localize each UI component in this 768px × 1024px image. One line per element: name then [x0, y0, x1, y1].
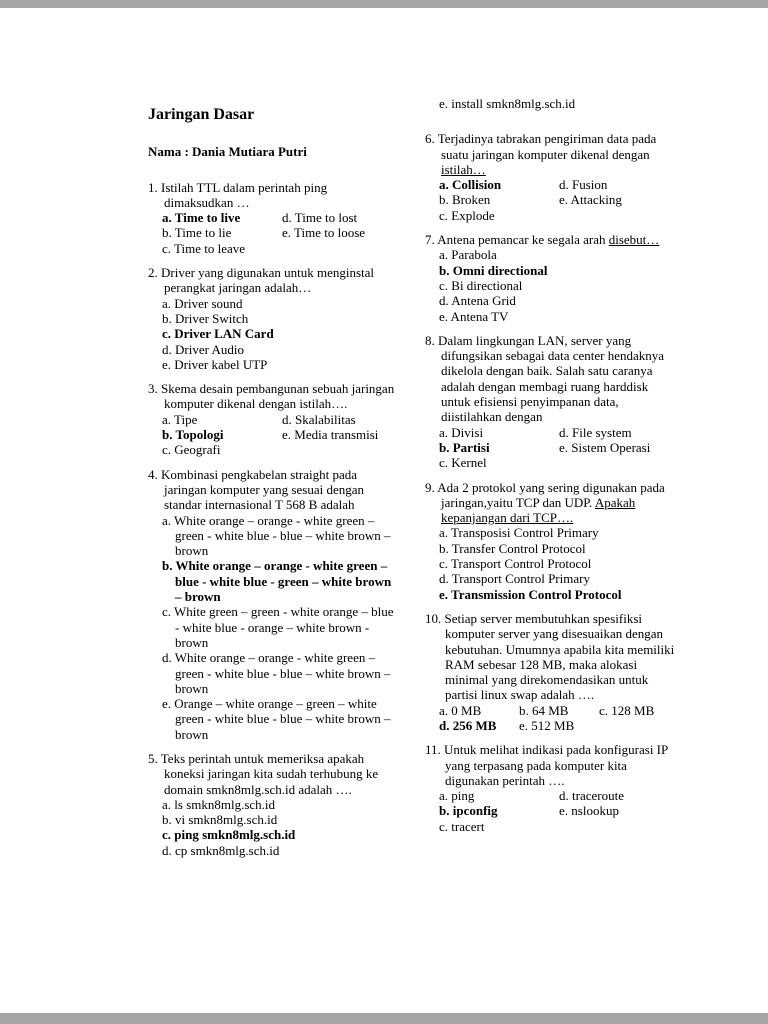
- question-text-segment: Terjadinya tabrakan pengiriman data pada suatu jaringan komputer dikenal dengan: [437, 131, 657, 162]
- option-d: d. Transport Control Primary: [439, 571, 590, 587]
- option-row: [439, 556, 679, 571]
- option-a: a. ping: [439, 788, 475, 804]
- option-d: d. Skalabilitas: [282, 411, 356, 427]
- option-row: [439, 208, 679, 223]
- column-left: [148, 107, 396, 858]
- question-text-segment: disebut…: [608, 232, 660, 248]
- option-row: [439, 803, 679, 818]
- option-d: d. 256 MB: [439, 717, 497, 733]
- option-b: b. Topologi: [162, 427, 224, 443]
- question-number: 2.: [148, 265, 158, 281]
- question-number: 3.: [148, 381, 158, 397]
- option-row: [162, 558, 396, 604]
- option-d: d. White orange – orange - white green – green - white blue - blue – white brown – brown: [162, 650, 391, 696]
- option-row: [162, 827, 396, 842]
- option-e: e. Driver kabel UTP: [162, 356, 268, 372]
- question-text-segment: Ada 2 protokol yang sering digunakan pada jaringan,yaitu TCP dan UDP.: [437, 479, 665, 510]
- option-row: [439, 192, 679, 207]
- question-3: [148, 381, 396, 457]
- question-text-segment: Skema desain pembangunan sebuah jaringan komputer dikenal dengan istilah….: [161, 381, 395, 412]
- option-row: [162, 812, 396, 827]
- option-d: d. traceroute: [559, 788, 624, 804]
- option-row: [162, 326, 396, 341]
- option-c: c. ping smkn8mlg.sch.id: [162, 827, 296, 843]
- question-text-segment: Kombinasi pengkabelan straight pada jaringan komputer yang sesuai dengan standar internasional T 568 B adalah: [161, 466, 364, 513]
- question-5-continuation: [425, 96, 679, 111]
- question-1: [148, 180, 396, 256]
- question-text: [425, 611, 679, 703]
- option-d: d. Fusion: [559, 177, 608, 193]
- question-number: 11.: [425, 742, 441, 758]
- options-list: [148, 513, 396, 742]
- question-8: [425, 333, 679, 471]
- option-row: [439, 177, 679, 192]
- options-list: [425, 788, 679, 834]
- question-number: 4.: [148, 466, 158, 482]
- option-b: b. Omni directional: [439, 262, 548, 278]
- option-c: c. Time to leave: [162, 240, 246, 256]
- question-2: [148, 265, 396, 372]
- option-e: e. Orange – white orange – green – white green - white blue - blue – white brown –brown: [162, 696, 391, 742]
- option-b: b. Partisi: [439, 439, 490, 455]
- option-row: [439, 587, 679, 602]
- question-number: 6.: [425, 131, 435, 147]
- question-text-segment: istilah…: [441, 161, 486, 177]
- question-text: [425, 333, 679, 425]
- question-number: 5.: [148, 750, 158, 766]
- options-list: [425, 177, 679, 223]
- option-row: [439, 788, 679, 803]
- option-a: a. Divisi: [439, 424, 484, 440]
- question-4: [148, 467, 396, 742]
- question-text: [148, 265, 396, 296]
- option-c: c. Driver LAN Card: [162, 326, 274, 342]
- question-number: 10.: [425, 610, 442, 626]
- options-list: [425, 703, 679, 734]
- option-d: d. cp smkn8mlg.sch.id: [162, 842, 280, 858]
- option-row: [162, 412, 396, 427]
- option-e: e. Sistem Operasi: [559, 439, 651, 455]
- question-5: [148, 751, 396, 858]
- option-a: a. Driver sound: [162, 295, 243, 311]
- options-list: [425, 247, 679, 323]
- options-list: [148, 412, 396, 458]
- option-row: [162, 225, 396, 240]
- option-a: a. ls smkn8mlg.sch.id: [162, 796, 276, 812]
- option-row: [439, 293, 679, 308]
- option-d: d. Time to lost: [282, 210, 358, 226]
- option-c: c. Explode: [439, 207, 495, 223]
- option-a: a. Collision: [439, 177, 502, 193]
- option-row: [439, 819, 679, 834]
- option-c: c. Bi directional: [439, 277, 523, 293]
- option-row: [162, 442, 396, 457]
- document-page: [0, 8, 768, 1013]
- question-text-segment: Antena pemancar ke segala arah: [437, 232, 609, 248]
- option-row: [162, 797, 396, 812]
- options-list: [148, 210, 396, 256]
- option-row: [162, 342, 396, 357]
- question-text-segment: Untuk melihat indikasi pada konfigurasi IP yang terpasang pada komputer kita digunakan perintah ….: [444, 742, 668, 788]
- question-text-segment: Dalam lingkungan LAN, server yang difungsikan sebagai data center hendaknya dikelola dengan baik. Salah satu caranya adalah dengan membagi ruang harddisk untuk efisiensi penyimpanan data, diistilahkan dengan: [438, 332, 665, 425]
- option-a: a. White orange – orange - white green – green - white blue - blue – white brown – brown: [162, 512, 391, 559]
- option-row: [162, 604, 396, 650]
- option-b: b. 64 MB: [519, 702, 569, 718]
- options-list: [425, 425, 679, 471]
- option-row: [162, 311, 396, 326]
- option-a: a. Tipe: [162, 411, 198, 427]
- option-row: [162, 843, 396, 858]
- question-10: [425, 611, 679, 733]
- question-text: [148, 180, 396, 211]
- question-number: 8.: [425, 332, 435, 348]
- question-text-segment: Teks perintah untuk memeriksa apakah koneksi jaringan kita sudah terhubung ke domain smkn8mlg.sch.id adalah ….: [160, 750, 379, 797]
- option-b: b. ipconfig: [439, 803, 498, 819]
- options-list: [148, 797, 396, 858]
- option-b: b. White orange – orange - white green – blue - white blue - green – white brown – brown: [162, 558, 392, 605]
- question-7: [425, 232, 679, 324]
- question-6: [425, 131, 679, 223]
- option-row: [439, 425, 679, 440]
- option-b: b. vi smkn8mlg.sch.id: [162, 812, 278, 828]
- option-row: [439, 455, 679, 470]
- option-e: e. Transmission Control Protocol: [439, 586, 622, 602]
- option-e: e. 512 MB: [519, 717, 575, 733]
- option-row: [162, 296, 396, 311]
- option-e: e. Attacking: [559, 192, 622, 208]
- option-d: d. Antena Grid: [439, 293, 516, 309]
- option-a: a. Time to live: [162, 210, 241, 226]
- question-11: [425, 742, 679, 834]
- option-row: [162, 210, 396, 225]
- option-a: a. Transposisi Control Primary: [439, 525, 599, 541]
- option-d: d. Driver Audio: [162, 341, 244, 357]
- question-text: [425, 232, 679, 247]
- option-c: c. tracert: [439, 818, 485, 834]
- question-text: [425, 480, 679, 526]
- option-row: [439, 247, 679, 262]
- option-d: d. File system: [559, 424, 632, 440]
- option-b: b. Transfer Control Protocol: [439, 540, 586, 556]
- option-e: e. Antena TV: [439, 308, 509, 324]
- option-a: a. Parabola: [439, 247, 497, 263]
- question-text: [148, 751, 396, 797]
- question-text: [425, 742, 679, 788]
- question-text: [148, 467, 396, 513]
- options-list: [425, 96, 679, 111]
- option-a: a. 0 MB: [439, 702, 482, 718]
- option-e: e. Media transmisi: [282, 427, 379, 443]
- option-e: e. nslookup: [559, 803, 619, 819]
- question-text: [148, 381, 396, 412]
- options-list: [148, 296, 396, 372]
- option-row: [162, 513, 396, 559]
- question-text: [425, 131, 679, 177]
- option-row: [439, 278, 679, 293]
- option-row: [162, 427, 396, 442]
- student-name-line: Nama : Dania Mutiara Putri: [148, 144, 307, 160]
- option-c: c. Transport Control Protocol: [439, 556, 592, 572]
- option-row: [439, 541, 679, 556]
- question-text-segment: Apakah kepanjangan dari TCP….: [441, 494, 636, 526]
- option-c: c. White green – green - white orange – blue - white blue - orange – white brown - brown: [162, 604, 394, 650]
- option-c: c. Geografi: [162, 442, 221, 458]
- question-text-segment: Istilah TTL dalam perintah ping dimaksudkan …: [161, 179, 328, 210]
- options-list: [425, 525, 679, 601]
- option-e: e. install smkn8mlg.sch.id: [439, 96, 576, 111]
- option-row: [439, 96, 679, 111]
- option-row: [162, 650, 396, 696]
- option-row: [439, 703, 679, 718]
- option-row: [439, 309, 679, 324]
- option-b: b. Time to lie: [162, 225, 232, 241]
- question-9: [425, 480, 679, 602]
- option-c: c. 128 MB: [599, 702, 655, 718]
- option-row: [162, 241, 396, 256]
- question-text-segment: Setiap server membutuhkan spesifiksi komputer server yang disesuaikan dengan kebutuhan. Umumnya apabila kita memiliki RAM sebesar 128 MB, maka alokasi minimal yang direkomendasikan untuk partisi linux swap adalah ….: [444, 610, 675, 703]
- option-e: e. Time to loose: [282, 225, 366, 241]
- question-number: 7.: [425, 232, 435, 248]
- option-row: [162, 357, 396, 372]
- option-row: [439, 440, 679, 455]
- option-row: [439, 718, 679, 733]
- question-number: 9.: [425, 479, 435, 495]
- option-row: [439, 525, 679, 540]
- question-text-segment: Driver yang digunakan untuk menginstal perangkat jaringan adalah…: [161, 265, 375, 296]
- option-row: [439, 571, 679, 586]
- option-b: b. Driver Switch: [162, 310, 249, 326]
- option-c: c. Kernel: [439, 455, 487, 471]
- option-row: [162, 696, 396, 742]
- column-right: [425, 96, 679, 834]
- option-b: b. Broken: [439, 192, 491, 208]
- question-number: 1.: [148, 179, 158, 195]
- document-title: Jaringan Dasar: [148, 106, 255, 123]
- option-row: [439, 263, 679, 278]
